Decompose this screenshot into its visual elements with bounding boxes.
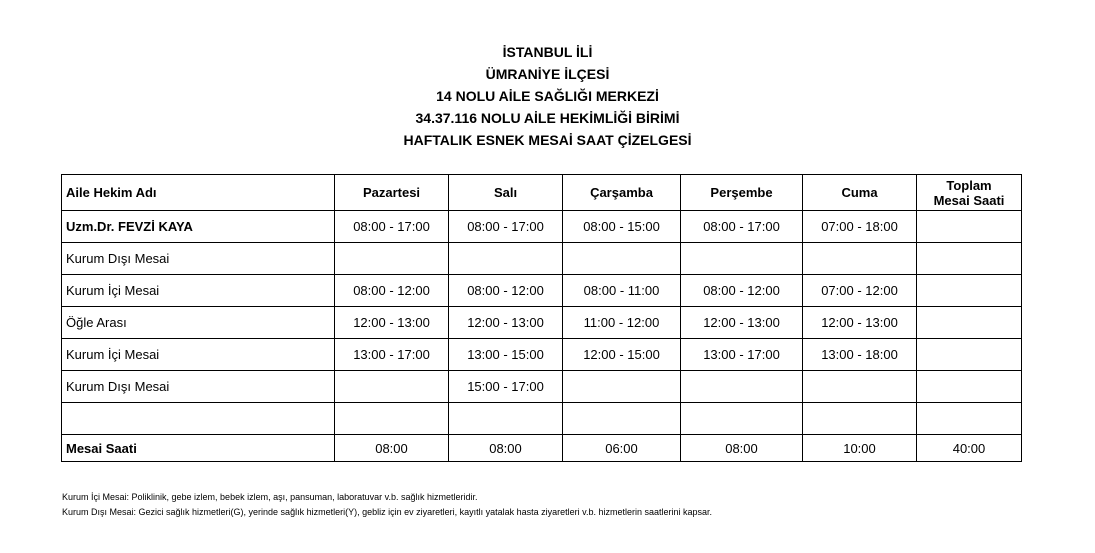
cell-total xyxy=(917,403,1022,435)
column-header-name: Aile Hekim Adı xyxy=(62,175,335,211)
cell-monday: 13:00 - 17:00 xyxy=(335,339,449,371)
cell-wednesday: 08:00 - 11:00 xyxy=(563,275,681,307)
cell-monday: 12:00 - 13:00 xyxy=(335,307,449,339)
header-unit: 34.37.116 NOLU AİLE HEKİMLİĞİ BİRİMİ xyxy=(415,110,680,126)
cell-wednesday: 11:00 - 12:00 xyxy=(563,307,681,339)
summary-thursday: 08:00 xyxy=(681,435,803,462)
header-province: İSTANBUL İLİ xyxy=(502,44,593,60)
table-row-internal-morning xyxy=(62,275,1022,307)
cell-friday: 07:00 - 12:00 xyxy=(803,275,917,307)
cell-total xyxy=(917,211,1022,243)
cell-friday xyxy=(803,243,917,275)
summary-monday: 08:00 xyxy=(335,435,449,462)
summary-total: 40:00 xyxy=(917,435,1022,462)
row-label-empty xyxy=(62,403,335,435)
cell-thursday: 13:00 - 17:00 xyxy=(681,339,803,371)
cell-friday: 07:00 - 18:00 xyxy=(803,211,917,243)
cell-friday: 12:00 - 13:00 xyxy=(803,307,917,339)
summary-friday: 10:00 xyxy=(803,435,917,462)
cell-total xyxy=(917,243,1022,275)
cell-monday xyxy=(335,403,449,435)
cell-wednesday: 08:00 - 15:00 xyxy=(563,211,681,243)
summary-wednesday: 06:00 xyxy=(563,435,681,462)
cell-monday: 08:00 - 12:00 xyxy=(335,275,449,307)
cell-thursday xyxy=(681,371,803,403)
column-header-total xyxy=(917,175,1022,211)
row-label-internal: Kurum İçi Mesai xyxy=(62,339,335,371)
row-label-lunch: Öğle Arası xyxy=(62,307,335,339)
cell-thursday xyxy=(681,403,803,435)
header-district: ÜMRANİYE İLÇESİ xyxy=(485,66,610,82)
footnote-external: Kurum Dışı Mesai: Gezici sağlık hizmetleri(G), yerinde sağlık hizmetleri(Y), gebliz için ev ziyaretleri, kayıtlı yatalak hasta ziyaretleri v.b. hizmetlerin saatlerini kapsar. xyxy=(62,507,713,517)
row-label-external: Kurum Dışı Mesai xyxy=(62,243,335,275)
table-header-row xyxy=(62,175,1022,211)
cell-thursday: 08:00 - 12:00 xyxy=(681,275,803,307)
cell-wednesday xyxy=(563,403,681,435)
cell-friday xyxy=(803,403,917,435)
cell-monday: 08:00 - 17:00 xyxy=(335,211,449,243)
cell-friday xyxy=(803,371,917,403)
cell-tuesday: 15:00 - 17:00 xyxy=(449,371,563,403)
column-header-total-line2: Mesai Saati xyxy=(933,192,1005,208)
row-label-doctor: Uzm.Dr. FEVZİ KAYA xyxy=(62,211,335,243)
cell-tuesday: 08:00 - 17:00 xyxy=(449,211,563,243)
summary-tuesday: 08:00 xyxy=(449,435,563,462)
table-row-summary xyxy=(62,435,1022,462)
table-row-empty xyxy=(62,403,1022,435)
column-header-thursday: Perşembe xyxy=(681,175,803,211)
column-header-wednesday: Çarşamba xyxy=(563,175,681,211)
weekly-schedule-table xyxy=(61,174,1022,462)
cell-total xyxy=(917,275,1022,307)
cell-tuesday: 13:00 - 15:00 xyxy=(449,339,563,371)
row-label-summary: Mesai Saati xyxy=(62,435,335,462)
cell-tuesday: 08:00 - 12:00 xyxy=(449,275,563,307)
cell-tuesday xyxy=(449,243,563,275)
cell-wednesday xyxy=(563,371,681,403)
column-header-total-line1: Toplam xyxy=(946,177,992,193)
row-label-external: Kurum Dışı Mesai xyxy=(62,371,335,403)
table-row-doctor xyxy=(62,211,1022,243)
cell-friday: 13:00 - 18:00 xyxy=(803,339,917,371)
cell-total xyxy=(917,371,1022,403)
cell-monday xyxy=(335,371,449,403)
cell-total xyxy=(917,339,1022,371)
table-row-internal-afternoon xyxy=(62,339,1022,371)
cell-thursday: 08:00 - 17:00 xyxy=(681,211,803,243)
footnote-internal: Kurum İçi Mesai: Poliklinik, gebe izlem, bebek izlem, aşı, pansuman, laboratuvar v.b. sağlık hizmetleridir. xyxy=(62,492,478,502)
document-header xyxy=(0,41,1095,151)
table-row-external-morning xyxy=(62,243,1022,275)
table-row-lunch-break xyxy=(62,307,1022,339)
cell-wednesday: 12:00 - 15:00 xyxy=(563,339,681,371)
cell-thursday xyxy=(681,243,803,275)
table-row-external-afternoon xyxy=(62,371,1022,403)
column-header-tuesday: Salı xyxy=(449,175,563,211)
cell-thursday: 12:00 - 13:00 xyxy=(681,307,803,339)
cell-tuesday: 12:00 - 13:00 xyxy=(449,307,563,339)
column-header-friday: Cuma xyxy=(803,175,917,211)
header-health-center: 14 NOLU AİLE SAĞLIĞI MERKEZİ xyxy=(436,88,659,104)
header-schedule-title: HAFTALIK ESNEK MESAİ SAAT ÇİZELGESİ xyxy=(403,132,692,148)
row-label-internal: Kurum İçi Mesai xyxy=(62,275,335,307)
cell-tuesday xyxy=(449,403,563,435)
cell-monday xyxy=(335,243,449,275)
footnotes xyxy=(62,490,712,520)
cell-total xyxy=(917,307,1022,339)
column-header-monday: Pazartesi xyxy=(335,175,449,211)
cell-wednesday xyxy=(563,243,681,275)
